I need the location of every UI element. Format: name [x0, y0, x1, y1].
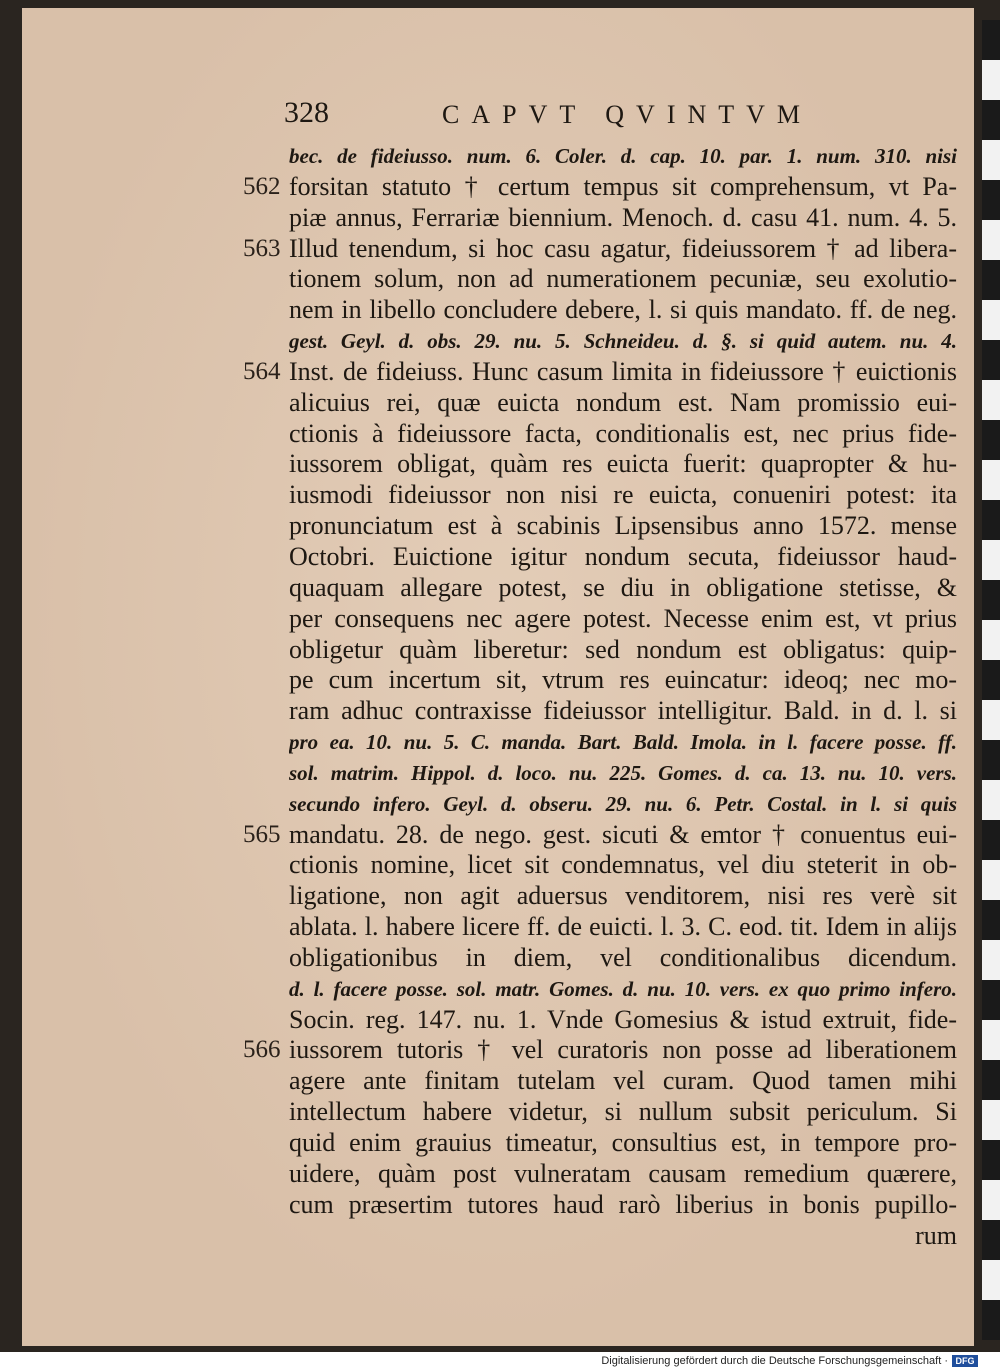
text-line	[22, 480, 974, 511]
text-line	[22, 511, 974, 542]
running-head: CAPVT QVINTVM	[442, 100, 813, 129]
text-line	[22, 696, 974, 727]
line-text: d. l. facere posse. sol. matr. Gomes. d. nu. 10. vers. ex quo primo infero.	[289, 976, 957, 1001]
line-text: intellectum habere videtur, si nullum subsit periculum. Si	[289, 1097, 957, 1127]
text-line	[22, 727, 974, 758]
line-text: rum	[915, 1220, 957, 1250]
marginal-number: 565	[243, 820, 281, 848]
marginal-number: 566	[243, 1036, 281, 1064]
text-line	[22, 1035, 974, 1066]
line-text: ram adhuc contraxisse fideiussor intelligitur. Bald. in d. l. si	[289, 696, 957, 726]
line-text: ablata. l. habere licere ff. de euicti. l. 3. C. eod. tit. Idem in alijs	[289, 912, 957, 942]
text-line	[22, 1005, 974, 1036]
line-text: obligationibus in diem, vel conditionalibus dicendum.	[289, 942, 957, 972]
marginal-number: 564	[243, 357, 281, 385]
text-line	[22, 172, 974, 203]
page-number: 328	[284, 96, 329, 129]
body-text	[22, 141, 974, 1251]
footer-credit: Digitalisierung gefördert durch die Deutsche Forschungsgemeinschaft ·	[601, 1355, 948, 1367]
line-text: iusmodi fideiussor non nisi re euicta, conueniri potest: ita	[289, 480, 957, 510]
line-text: secundo infero. Geyl. d. obseru. 29. nu. 6. Petr. Costal. in l. si quis	[289, 791, 957, 816]
text-line	[22, 635, 974, 666]
text-line	[22, 203, 974, 234]
line-text: alicuius rei, quæ euicta nondum est. Nam promissio eui-	[289, 387, 957, 417]
line-text: cum præsertim tutores haud rarò liberius in bonis pupillo-	[289, 1189, 957, 1219]
footer-bar	[0, 1352, 1000, 1371]
line-text: Socin. reg. 147. nu. 1. Vnde Gomesius & istud extruit, fide-	[289, 1004, 957, 1034]
line-text: per consequens nec agere potest. Necesse enim est, vt prius	[289, 603, 957, 633]
text-line	[22, 264, 974, 295]
text-line	[22, 665, 974, 696]
line-text: ligatione, non agit aduersus venditorem, nisi res verè sit	[289, 881, 957, 911]
line-text: ctionis nomine, licet sit condemnatus, vel diu steterit in ob-	[289, 850, 957, 880]
line-text: pe cum incertum sit, vtrum res euincatur: ideoq; nec mo-	[289, 665, 957, 695]
line-text: nem in libello concludere debere, l. si quis mandato. ff. de neg.	[289, 295, 957, 325]
line-text: uidere, quàm post vulneratam causam remedium quærere,	[289, 1158, 957, 1188]
line-text: forsitan statuto † certum tempus sit comprehensum, vt Pa-	[289, 171, 957, 201]
line-text: Illud tenendum, si hoc casu agatur, fideiussorem † ad libera-	[289, 233, 957, 263]
text-line	[22, 789, 974, 820]
text-line	[22, 1159, 974, 1190]
text-line	[22, 357, 974, 388]
line-text: quid enim grauius timeatur, consultius est, in tempore pro-	[289, 1128, 957, 1157]
text-line	[22, 1128, 974, 1159]
text-line	[22, 974, 974, 1005]
text-line	[22, 388, 974, 419]
line-text: mandatu. 28. de nego. gest. sicuti & emtor † conuentus eui-	[289, 819, 957, 849]
text-line	[22, 943, 974, 974]
page-header	[22, 96, 974, 136]
text-line	[22, 234, 974, 265]
text-line	[22, 850, 974, 881]
text-line	[22, 1097, 974, 1128]
marginal-number: 563	[243, 234, 281, 262]
text-line	[22, 1066, 974, 1097]
line-text: tionem solum, non ad numerationem pecuniæ, seu exolutio-	[289, 264, 957, 294]
text-line	[22, 449, 974, 480]
line-text: ctionis à fideiussore facta, conditionalis est, nec prius fide-	[289, 418, 957, 448]
text-line	[22, 326, 974, 357]
marginal-number: 562	[243, 172, 281, 200]
book-page	[22, 8, 974, 1346]
line-text: sol. matrim. Hippol. d. loco. nu. 225. Gomes. d. ca. 13. nu. 10. vers.	[289, 760, 957, 785]
line-text: quaquam allegare potest, se diu in obligatione stetisse, &	[289, 572, 957, 602]
dfg-logo: DFG	[952, 1355, 978, 1367]
text-line	[22, 419, 974, 450]
text-line	[22, 1221, 974, 1252]
color-scale-ruler	[982, 20, 1000, 1340]
line-text: obligetur quàm liberetur: sed nondum est obligatus: quip-	[289, 634, 957, 664]
text-line	[22, 820, 974, 851]
line-text: gest. Geyl. d. obs. 29. nu. 5. Schneideu. d. §. si quid autem. nu. 4.	[289, 329, 957, 354]
text-line	[22, 573, 974, 604]
line-text: piæ annus, Ferrariæ biennium. Menoch. d. casu 41. num. 4. 5.	[289, 202, 957, 232]
text-line	[22, 295, 974, 326]
line-text: pro ea. 10. nu. 5. C. manda. Bart. Bald. Imola. in l. facere posse. ff.	[289, 730, 957, 755]
line-text: Octobri. Euictione igitur nondum secuta, fideiussor haud-	[289, 541, 957, 571]
text-line	[22, 1190, 974, 1221]
text-line	[22, 758, 974, 789]
line-text: bec. de fideiusso. num. 6. Coler. d. cap. 10. par. 1. num. 310. nisi	[289, 144, 957, 168]
line-text: pronunciatum est à scabinis Lipsensibus anno 1572. mense	[289, 511, 957, 541]
text-line	[22, 542, 974, 573]
line-text: Inst. de fideiuss. Hunc casum limita in fideiussore † euictionis	[289, 356, 957, 386]
line-text: iussorem obligat, quàm res euicta fuerit: quapropter & hu-	[289, 449, 957, 479]
line-text: agere ante finitam tutelam vel curam. Quod tamen mihi	[289, 1066, 957, 1096]
text-line	[22, 912, 974, 943]
text-line	[22, 881, 974, 912]
text-line	[22, 604, 974, 635]
text-line	[22, 141, 974, 172]
line-text: iussorem tutoris † vel curatoris non posse ad liberationem	[289, 1035, 957, 1065]
